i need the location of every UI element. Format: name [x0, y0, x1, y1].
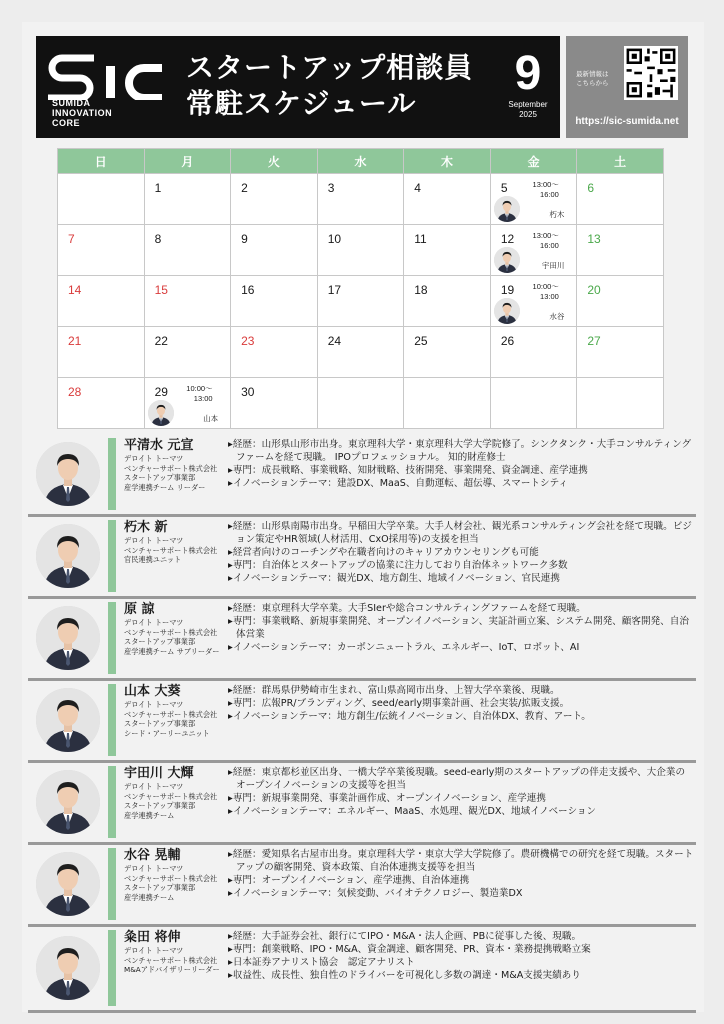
staff-photo [36, 852, 100, 916]
divider [28, 924, 696, 927]
calendar-day-cell [231, 276, 318, 327]
day-number: 20 [587, 283, 601, 297]
day-number: 13 [587, 232, 601, 246]
divider [28, 842, 696, 845]
description-line: ▸収益性、成長性、独自性のドライバーを可視化し多数の調達・M&A支援実績あり [228, 970, 581, 981]
day-number: 12 [500, 232, 515, 246]
description-line: ▸専門：オープンイノベーション、産学連携、自治体連携 [228, 875, 470, 886]
description-line: ▸専門：広報PR/ブランディング、seed/early期事業計画、社会実装/拡販支援。 [228, 698, 570, 709]
staff-profile [28, 436, 696, 512]
description-line: ▸イノベーションテーマ：エネルギー、MaaS、水処理、観光DX、地域イノベーション [228, 806, 597, 817]
weekday-header: 水 [317, 149, 404, 174]
day-number: 19 [500, 283, 515, 297]
day-number: 25 [414, 334, 428, 348]
staff-affiliation: デロイト トーマツ [124, 946, 184, 955]
staff-photo [36, 442, 100, 506]
day-number: 21 [68, 334, 82, 348]
staff-affiliation: 産学連携チーム サブリーダー [124, 646, 220, 656]
calendar-day-cell [404, 225, 491, 276]
staff-description [228, 684, 694, 723]
day-number: 24 [327, 334, 342, 348]
staff-affiliation: ベンチャーサポート株式会社 [124, 955, 218, 965]
calendar-day-cell [317, 276, 404, 327]
sic-logo [44, 50, 194, 128]
calendar-day-cell [317, 225, 404, 276]
header-banner [36, 36, 560, 138]
day-number: 28 [68, 385, 82, 399]
calendar-day-cell [404, 378, 491, 429]
staff-avatar [148, 400, 174, 426]
staff-name: 水谷 [549, 312, 565, 321]
calendar-day-cell [577, 174, 664, 225]
shift-time: 13:00〜 16:00 [532, 231, 559, 250]
calendar-day-cell [577, 327, 664, 378]
staff-description [228, 438, 694, 490]
divider [28, 596, 696, 599]
description-line: ▸専門：自治体とスタートアップの協業に注力しており自治体ネットワーク多数 [228, 560, 568, 571]
calendar-day-cell [231, 378, 318, 429]
month-badge: 9 September 2025 [508, 47, 548, 119]
description-line: ▸経歴：山形県南陽市出身。早稲田大学卒業。大手人材会社、観光系コンサルティング会社を経て現職。ビジョン策定やHR領域(人材活用、CxO採用等)の支援を担当 [228, 521, 692, 545]
description-line: ▸日本証券アナリスト協会 認定アナリスト [228, 957, 415, 968]
staff-affiliation: 産学連携チーム [124, 892, 175, 902]
calendar-day-cell [58, 174, 145, 225]
calendar-day-cell [490, 327, 577, 378]
staff-affiliation: デロイト トーマツ [124, 864, 184, 873]
staff-avatar [494, 196, 520, 222]
description-line: ▸経歴：大手証券会社、銀行にてIPO・M&A・法人企画、PBに従事した後、現職。 [228, 931, 582, 942]
shift-time: 10:00〜 13:00 [532, 282, 559, 301]
description-line: ▸経歴：東京理科大学卒業。大手SIerや総合コンサルティングファームを経て現職。 [228, 603, 586, 614]
description-line: ▸専門：成長戦略、事業戦略、知財戦略、技術開発、事業開発、資金調達、産学連携 [228, 465, 588, 476]
description-line: ▸経歴：山形県山形市出身。東京理科大学・東京理科大学大学院修了。シンクタンク・大手コンサルティングファームを経て現職。 IPOプロフェッショナル。 知的財産修士 [228, 439, 692, 463]
calendar-day-cell [58, 276, 145, 327]
day-number: 8 [154, 232, 162, 246]
calendar-week [58, 378, 664, 429]
staff-affiliation: デロイト トーマツ [124, 536, 184, 545]
day-number: 2 [241, 181, 248, 195]
calendar [57, 148, 664, 429]
calendar-week [58, 174, 664, 225]
staff-profile [28, 928, 696, 1008]
staff-affiliation: スタートアップ事業部 [124, 801, 196, 810]
calendar-week [58, 327, 664, 378]
calendar-day-cell [490, 378, 577, 429]
staff-name: 粂田 将伸 [124, 930, 181, 945]
staff-name: 原 諒 [124, 602, 155, 617]
weekday-header: 月 [144, 149, 231, 174]
staff-name: 宇田川 [541, 261, 565, 270]
day-number: 4 [414, 181, 421, 195]
staff-affiliation: 官民連携ユニット [124, 555, 182, 564]
staff-description [228, 930, 694, 982]
calendar-week [58, 276, 664, 327]
day-number: 14 [68, 283, 82, 297]
description-line: ▸経歴：愛知県名古屋市出身。東京理科大学・東京大学大学院修了。農研機構での研究を経て現職。スタートアップの顧客開発、資本政策、自治体連携支援等を担当 [228, 849, 694, 873]
accent-bar [108, 438, 116, 510]
shift-time: 10:00〜 13:00 [186, 384, 213, 403]
staff-avatar [494, 298, 520, 324]
description-line: ▸専門：事業戦略、新規事業開発、オープンイノベーション、実証計画立案、システム開発、顧客開発、自治体営業 [228, 616, 689, 640]
weekday-header: 土 [577, 149, 664, 174]
accent-bar [108, 602, 116, 674]
staff-affiliation: ベンチャーサポート株式会社 [124, 627, 218, 637]
day-number: 5 [500, 181, 508, 195]
accent-bar [108, 848, 116, 920]
calendar-week [58, 225, 664, 276]
staff-description [228, 766, 694, 818]
calendar-day-cell [144, 378, 231, 429]
day-number: 9 [241, 232, 248, 246]
staff-affiliation: デロイト トーマツ [124, 618, 184, 627]
staff-name: 山本 大葵 [124, 684, 181, 699]
staff-name: 朽木 [549, 210, 565, 219]
staff-name: 宇田川 大輝 [124, 766, 194, 781]
staff-name: 山本 [203, 414, 219, 423]
calendar-day-cell [317, 174, 404, 225]
qr-note: 最新情報は こちらから [576, 70, 609, 87]
description-line: ▸経営者向けのコーチングや在職者向けのキャリアカウンセリングも可能 [228, 547, 539, 558]
day-number: 18 [414, 283, 428, 297]
staff-name: 朽木 新 [124, 520, 168, 535]
divider [28, 1010, 696, 1013]
qr-panel [566, 36, 688, 138]
day-number: 15 [154, 283, 168, 297]
staff-description [228, 602, 694, 654]
calendar-day-cell [58, 225, 145, 276]
staff-affiliation: 産学連携チーム リーダー [124, 482, 206, 492]
staff-affiliation: シード・アーリーユニット [124, 728, 210, 738]
staff-description [228, 848, 694, 900]
staff-affiliation: スタートアップ事業部 [124, 473, 196, 482]
website-link[interactable]: https://sic-sumida.net [575, 116, 679, 127]
calendar-day-cell [231, 327, 318, 378]
calendar-day-cell [317, 378, 404, 429]
day-number: 3 [327, 181, 335, 195]
description-line: ▸経歴：東京都杉並区出身、一橋大学卒業後現職。seed-early期のスタートアップの伴走支援や、大企業のオープンイノベーションの支援等を担当 [228, 767, 686, 791]
staff-photo [36, 606, 100, 670]
staff-affiliation: デロイト トーマツ [124, 782, 184, 791]
staff-profile [28, 600, 696, 676]
day-number: 17 [327, 283, 342, 297]
page-title: スタートアップ相談員 常駐スケジュール [186, 51, 474, 120]
day-number: 6 [587, 181, 595, 195]
day-number: 30 [241, 385, 255, 399]
staff-affiliation: M&Aアドバイザリーリーダー [124, 965, 220, 974]
day-number: 23 [241, 334, 255, 348]
staff-name: 平清水 元宣 [124, 438, 194, 453]
qr-code-icon[interactable] [624, 46, 678, 100]
calendar-day-cell [58, 378, 145, 429]
weekday-header: 木 [404, 149, 491, 174]
calendar-day-cell [231, 225, 318, 276]
description-line: ▸イノベーションテーマ：地方創生/伝統イノベーション、自治体DX、教育、アート。 [228, 711, 591, 722]
accent-bar [108, 520, 116, 592]
calendar-day-cell [404, 174, 491, 225]
calendar-day-cell [144, 327, 231, 378]
description-line: ▸専門：創業戦略、IPO・M&A、資金調達、顧客開発、PR、資本・業務提携戦略立案 [228, 944, 591, 955]
staff-photo [36, 936, 100, 1000]
description-line: ▸経歴：群馬県伊勢崎市生まれ、富山県高岡市出身、上智大学卒業後、現職。 [228, 685, 560, 696]
accent-bar [108, 684, 116, 756]
day-number: 11 [414, 232, 427, 246]
day-number: 16 [241, 283, 255, 297]
staff-description [228, 520, 694, 585]
staff-affiliation: ベンチャーサポート株式会社 [124, 791, 218, 801]
staff-profile [28, 846, 696, 922]
calendar-day-cell [231, 174, 318, 225]
staff-affiliation: デロイト トーマツ [124, 700, 184, 709]
weekday-header: 金 [490, 149, 577, 174]
day-number: 7 [68, 232, 75, 246]
day-number: 1 [154, 181, 162, 195]
day-number: 29 [154, 385, 168, 399]
staff-affiliation: スタートアップ事業部 [124, 637, 196, 646]
accent-bar [108, 930, 116, 1006]
day-number: 22 [154, 334, 168, 348]
day-number: 27 [587, 334, 601, 348]
staff-photo [36, 524, 100, 588]
calendar-day-cell [577, 378, 664, 429]
description-line: ▸イノベーションテーマ：観光DX、地方創生、地域イノベーション、官民連携 [228, 573, 560, 584]
calendar-day-cell [490, 174, 577, 225]
staff-name: 水谷 晃輔 [124, 848, 181, 863]
calendar-day-cell [490, 225, 577, 276]
divider [28, 760, 696, 763]
description-line: ▸専門：新規事業開発、事業計画作成、オープンイノベーション、産学連携 [228, 793, 546, 804]
staff-affiliation: ベンチャーサポート株式会社 [124, 545, 218, 555]
divider [28, 678, 696, 681]
calendar-day-cell [490, 276, 577, 327]
calendar-day-cell [577, 276, 664, 327]
description-line: ▸イノベーションテーマ：建設DX、MaaS、自動運転、超伝導、スマートシティ [228, 478, 569, 489]
staff-affiliation: ベンチャーサポート株式会社 [124, 709, 218, 719]
staff-affiliation: ベンチャーサポート株式会社 [124, 873, 218, 883]
staff-affiliation: 産学連携チーム [124, 810, 175, 820]
staff-affiliation: ベンチャーサポート株式会社 [124, 463, 218, 473]
divider [28, 514, 696, 517]
shift-time: 13:00〜 16:00 [532, 180, 559, 199]
day-number: 10 [327, 232, 342, 246]
staff-profile [28, 764, 696, 840]
weekday-header: 日 [58, 149, 145, 174]
calendar-day-cell [144, 276, 231, 327]
calendar-day-cell [577, 225, 664, 276]
accent-bar [108, 766, 116, 838]
logo-wordmark: SUMIDA INNOVATION CORE [52, 98, 113, 128]
weekday-header: 火 [231, 149, 318, 174]
calendar-day-cell [404, 327, 491, 378]
calendar-day-cell [144, 225, 231, 276]
calendar-day-cell [317, 327, 404, 378]
staff-affiliation: スタートアップ事業部 [124, 719, 196, 728]
description-line: ▸イノベーションテーマ：気候変動、バイオテクノロジー、製造業DX [228, 888, 523, 899]
staff-profile [28, 682, 696, 758]
calendar-day-cell [404, 276, 491, 327]
staff-affiliation: デロイト トーマツ [124, 454, 184, 463]
day-number: 26 [500, 334, 515, 348]
calendar-day-cell [144, 174, 231, 225]
staff-profile [28, 518, 696, 594]
staff-photo [36, 688, 100, 752]
staff-affiliation: スタートアップ事業部 [124, 883, 196, 892]
staff-avatar [494, 247, 520, 273]
description-line: ▸イノベーションテーマ：カーボンニュートラル、エネルギー、IoT、ロボット、AI [228, 642, 580, 653]
calendar-day-cell [58, 327, 145, 378]
staff-photo [36, 770, 100, 834]
